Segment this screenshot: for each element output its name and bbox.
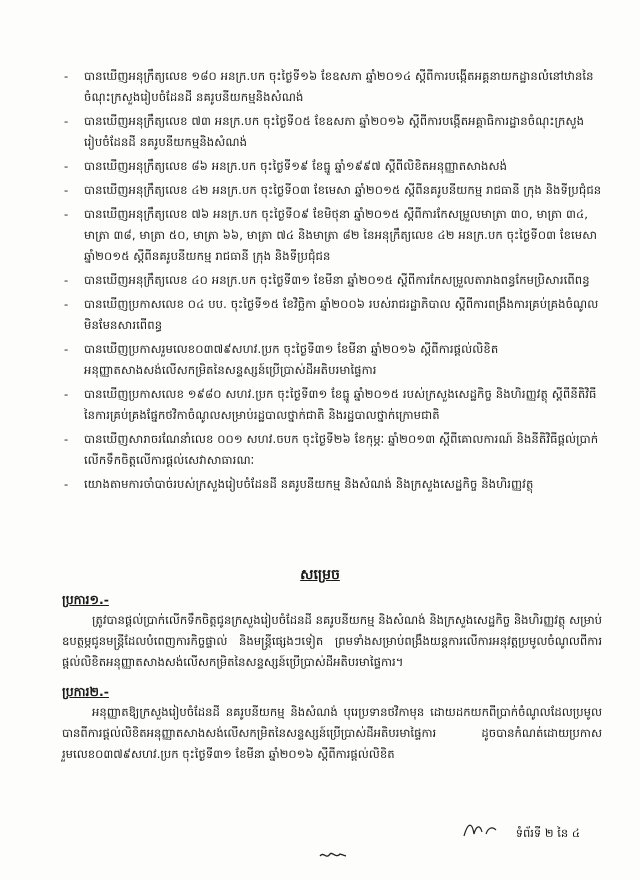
article-body: ត្រូវបានផ្តល់ប្រាក់លើកទឹកចិត្តជូនក្រសួងរៀបចំដែនដី នគរូបនីយកម្ម និងសំណង់ និងក្រសួងសេដ្ឋកិច្ច និងហិរញ្ញវត្ថុ សម្រាប់ឧបត្ថម្ភជូនមន្ត្រីដែលបំពេញការកិច្ចផ្ទាល់ និងមន្ត្រីផ្សេងៗទៀត ព្រមទាំងសម្រាប់ពង្រឹងយន្តការលើការអនុវត្តប្រមូលចំណូលពីការផ្តល់លិខិតអនុញ្ញាតសាងសង់លើសកម្រិតនៃសន្ទស្សន៍ប្រើប្រាស់ដីអតិបរមាផ្ទៃការ។ (62, 613, 602, 669)
page-number: ទំព័រទី ២ នៃ ៤ (515, 826, 580, 840)
bullet-dash: - (64, 297, 69, 311)
article-2 (62, 682, 602, 765)
preamble-item (62, 156, 602, 177)
preamble-item (62, 384, 602, 426)
preamble-text: បានឃើញអនុក្រឹត្យលេខ ៨៦ អនក្រ.បក ចុះថ្ងៃទី១៩ ខែធ្នូ ឆ្នាំ១៩៩៧ ស្តីពីលិខិតអនុញ្ញាតសាងសង់ (84, 159, 508, 173)
preamble-text: បានឃើញប្រកាសរួមលេខ០៣៧៩សហវ.ប្រក ចុះថ្ងៃទី៣១ ខែមីនា ឆ្នាំ២០១៦ ស្តីពីការផ្តល់លិខិតអនុញ្ញាតសាងសង់លើសកម្រិតនៃសន្ទស្សន៍ប្រើប្រាស់ដីអតិបរមាផ្ទៃការ (84, 342, 499, 377)
preamble-text: យោងតាមការចាំបាច់របស់ក្រសួងរៀបចំដែនដី នគរូបនីយកម្ម និងសំណង់ និងក្រសួងសេដ្ឋកិច្ច និងហិរញ្ញវត្ថុ (84, 477, 534, 491)
bullet-dash: - (64, 387, 69, 401)
preamble-item (62, 339, 602, 381)
bullet-dash: - (64, 342, 69, 356)
bullet-dash: - (64, 159, 69, 173)
bullet-dash: - (64, 477, 69, 491)
footer-initials (318, 848, 348, 862)
article-title: ប្រការ១.- (62, 592, 109, 607)
preamble-text: បានឃើញសារាចរណែនាំលេខ ០០១ សហវ.ចបក ចុះថ្ងៃទី២៦ ខែកុម្ភៈ ឆ្នាំ២០១៣ ស្តីពីគោលការណ៍ និងនីតិវិធីផ្តល់ប្រាក់លើកទឹកចិត្តលើការផ្តល់សេវាសាធារណៈ (84, 432, 599, 467)
preamble-item (62, 204, 602, 267)
bullet-dash: - (64, 207, 69, 221)
preamble-item (62, 294, 602, 336)
preamble-item (62, 270, 602, 291)
preamble-item (62, 429, 602, 471)
bullet-dash: - (64, 114, 69, 128)
preamble-list (62, 66, 602, 498)
bullet-dash: - (64, 183, 69, 197)
preamble-text: បានឃើញអនុក្រឹត្យលេខ ៤០ អនក្រ.បក ចុះថ្ងៃទី៣១ ខែមីនា ឆ្នាំ២០១៥ ស្តីពីការកែសម្រួលតារាងពន្ធកែមប្រិសារពើពន្ធ (84, 273, 590, 287)
preamble-text: បានឃើញអនុក្រឹត្យលេខ ៧៣ អនក្រ.បក ចុះថ្ងៃទី០៥ ខែឧសភា ឆ្នាំ២០១៦ ស្តីពីការបង្កើតអគ្គាធិការដ្ឋានចំណុះក្រសួងរៀបចំដែនដី នគរូបនីយកម្មនិងសំណង់ (84, 114, 585, 149)
article-body: អនុញ្ញាតឱ្យក្រសួងរៀបចំដែនដី នគរូបនីយកម្ម និងសំណង់ បុរេប្រទានថវិកាមុន ដោយដកយកពីប្រាក់ចំណូលដែលប្រមូលបានពីការផ្តល់លិខិតអនុញ្ញាតសាងសង់លើសកម្រិតនៃសន្ទស្សន៍ប្រើប្រាស់ដីអតិបរមាផ្ទៃការ ដូចបានកំណត់ដោយប្រកាសរួមលេខ០៣៧៩សហវ.ប្រក ចុះថ្ងៃទី៣១ ខែមីនា ឆ្នាំ២០១៦ ស្តីពីការផ្តល់លិខិត (62, 705, 602, 761)
article-title: ប្រការ២.- (62, 684, 109, 699)
initials-signature (462, 818, 502, 840)
preamble-text: បានឃើញអនុក្រឹត្យលេខ ៤២ អនក្រ.បក ចុះថ្ងៃទី០៣ ខែមេសា ឆ្នាំ២០១៥ ស្តីពីនគរូបនីយកម្ម រាជធានី ក្រុង និងទីប្រជុំជន (84, 183, 602, 197)
preamble-text: បានឃើញអនុក្រឹត្យលេខ ៧៦ អនក្រ.បក ចុះថ្ងៃទី០៩ ខែមិថុនា ឆ្នាំ២០១៥ ស្តីពីការកែសម្រួលមាត្រា ៣០, មាត្រា ៣៤, មាត្រា ៣៨, មាត្រា ៥០, មាត្រា ៦៦, មាត្រា ៧៤ និងមាត្រា ៨២ នៃអនុក្រឹត្យលេខ ៤២ អនក្រ.បក ចុះថ្ងៃទី០៣ ខែមេសា ឆ្នាំ២០១៥ ស្តីពីនគរូបនីយកម្ម រាជធានី ក្រុង និងទីប្រជុំជន (84, 207, 598, 263)
preamble-item (62, 474, 602, 495)
article-1 (62, 590, 602, 673)
preamble-item (62, 111, 602, 153)
preamble-item (62, 66, 602, 108)
bullet-dash: - (64, 273, 69, 287)
bullet-dash: - (64, 432, 69, 446)
decision-heading: សម្រេច (300, 567, 340, 583)
bullet-dash: - (64, 69, 69, 83)
preamble-text: បានឃើញអនុក្រឹត្យលេខ ១៨០ អនក្រ.បក ចុះថ្ងៃទី១៦ ខែឧសភា ឆ្នាំ២០១៤ ស្តីពីការបង្កើតអគ្គនាយកដ្ឋានលំនៅឋាននៃចំណុះក្រសួងរៀបចំដែនដី នគរូបនីយកម្មនិងសំណង់ (84, 69, 594, 104)
preamble-text: បានឃើញប្រកាសលេខ ១៩៨០ សហវ.ប្រក ចុះថ្ងៃទី៣១ ខែធ្នូ ឆ្នាំ២០១៥ របស់ក្រសួងសេដ្ឋកិច្ច និងហិរញ្ញវត្ថុ ស្តីពីនីតិវិធីនៃការគ្រប់គ្រងផ្នែកថវិកាចំណូលសម្រាប់រដ្ឋបាលថ្នាក់ជាតិ និងរដ្ឋបាលថ្នាក់ក្រោមជាតិ (84, 387, 597, 422)
preamble-item (62, 180, 602, 201)
preamble-text: បានឃើញប្រកាសលេខ ០៤ បប. ចុះថ្ងៃទី១៥ ខែវិច្ឆិកា ឆ្នាំ២០០៦ របស់រាជរដ្ឋាភិបាល ស្តីពីការពង្រឹងការគ្រប់គ្រងចំណូលមិនមែនសារពើពន្ធ (84, 297, 599, 332)
